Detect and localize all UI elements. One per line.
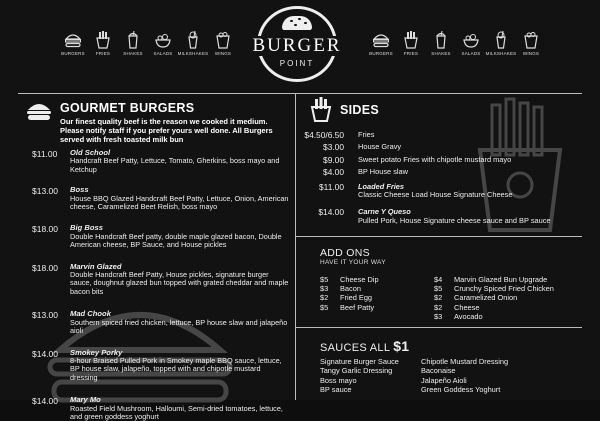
sides-list bbox=[300, 131, 580, 225]
menu-item-body bbox=[70, 396, 290, 421]
side-item-name: Loaded Fries bbox=[358, 181, 404, 191]
header-category-wings[interactable] bbox=[212, 31, 234, 56]
header-category-label: FRIES bbox=[95, 51, 111, 56]
addon-item bbox=[434, 293, 554, 302]
sauce-item: Signature Burger Sauce bbox=[320, 357, 399, 366]
header-divider bbox=[18, 93, 582, 94]
header-category-label: BURGERS bbox=[61, 51, 85, 56]
side-item-name: Carne Y Queso bbox=[358, 207, 411, 217]
addon-price: $3 bbox=[434, 311, 443, 321]
addon-name: Fried Egg bbox=[340, 293, 373, 303]
addon-item bbox=[434, 303, 554, 312]
addon-name: Cheese Dip bbox=[340, 275, 379, 284]
milkshake-icon bbox=[492, 31, 510, 49]
menu-item bbox=[32, 396, 290, 421]
menu-item-name: Marvin Glazed bbox=[70, 261, 122, 271]
header-category-wings[interactable] bbox=[520, 31, 542, 56]
menu-item-body bbox=[70, 186, 290, 211]
brand-logo bbox=[254, 6, 340, 82]
addon-item bbox=[320, 284, 379, 293]
addon-price: $2 bbox=[434, 293, 443, 303]
menu-item bbox=[32, 349, 290, 383]
addon-price: $5 bbox=[320, 302, 329, 312]
sides-title: SIDES bbox=[340, 103, 380, 117]
side-item bbox=[300, 168, 580, 176]
sauces-left-list bbox=[320, 357, 399, 395]
sauces-title-text: SAUCES ALL bbox=[320, 342, 394, 354]
addon-name: Bacon bbox=[340, 284, 361, 294]
addons-title: ADD ONS bbox=[320, 247, 370, 259]
addon-item bbox=[320, 303, 379, 312]
addon-name: Caramelized Onion bbox=[454, 293, 518, 303]
header-category-label: SHAKES bbox=[431, 51, 451, 56]
menu-item-name: Mary Mo bbox=[70, 395, 101, 405]
header-category-burgers[interactable] bbox=[370, 31, 392, 56]
addon-name: Avocado bbox=[454, 311, 483, 321]
header-category-fries[interactable] bbox=[400, 31, 422, 56]
header-category-label: SALADS bbox=[461, 51, 481, 56]
menu-item-name: Big Boss bbox=[70, 223, 103, 233]
menu-item-price: $13.00 bbox=[32, 186, 58, 197]
side-item-description: Fries bbox=[358, 130, 375, 139]
addons-right-list bbox=[434, 275, 554, 321]
side-item-body bbox=[358, 183, 580, 200]
side-item bbox=[300, 156, 580, 164]
logo-bun-icon bbox=[282, 16, 312, 30]
addon-price: $4 bbox=[434, 275, 443, 284]
burger-icon bbox=[64, 31, 82, 49]
header-category-label: FRIES bbox=[403, 51, 419, 56]
menu-item-price: $13.00 bbox=[32, 310, 58, 321]
addon-name: Beef Patty bbox=[340, 302, 375, 312]
menu-item-description: 8-hour Braised Pulled Pork in Smokey maple BBQ sauce, lettuce, BP house slaw, jalapeño, topped with and chipotle mustard dressing bbox=[70, 355, 282, 382]
menu-item-name: Old School bbox=[70, 148, 111, 157]
addons-divider bbox=[296, 327, 582, 328]
fries-icon bbox=[94, 31, 112, 49]
milkshake-icon bbox=[184, 31, 202, 49]
header-category-salads[interactable] bbox=[152, 31, 174, 56]
menu-item-description: Double Handcraft Beef Patty, House pickles, signature burger sauce, doughnut glazed bun topped with grated cheddar and maple bacon bits bbox=[70, 270, 289, 296]
addons-left-list bbox=[320, 275, 379, 312]
sauce-item: Baconaise bbox=[421, 366, 456, 376]
addon-price: $5 bbox=[434, 284, 443, 294]
column-divider bbox=[295, 94, 296, 400]
side-item-price: $4.50/6.50 bbox=[304, 130, 344, 140]
side-item-body bbox=[358, 208, 580, 225]
addon-price: $5 bbox=[320, 275, 329, 284]
header-category-label: WINGS bbox=[522, 51, 540, 56]
sauce-item: Green Goddess Yoghurt bbox=[421, 385, 501, 395]
sauce-item: Tangy Garlic Dressing bbox=[320, 366, 393, 376]
header-category-label: SALADS bbox=[153, 51, 173, 56]
addon-item bbox=[320, 275, 379, 284]
menu-item bbox=[32, 224, 290, 249]
header-category-milkshakes[interactable] bbox=[485, 31, 517, 56]
menu-item-description: Roasted Field Mushroom, Halloumi, Semi-dried tomatoes, lettuce, and green goddess yoghurt bbox=[70, 403, 283, 421]
header-category-burgers[interactable] bbox=[62, 31, 84, 56]
side-item-body bbox=[358, 168, 580, 176]
addon-name: Marvin Glazed Bun Upgrade bbox=[454, 275, 548, 284]
side-item-body bbox=[358, 131, 580, 139]
menu-item-name: Smokey Porky bbox=[70, 347, 123, 357]
burger-list bbox=[32, 149, 290, 421]
burgers-intro: Our finest quality beef is the reason we cooked it medium. Please notify staff if you prefer yours well done. All Burgers served with fresh toasted milk bun bbox=[60, 117, 273, 144]
burger-icon bbox=[372, 31, 390, 49]
wings-icon bbox=[522, 31, 540, 49]
fries-section-icon bbox=[310, 97, 332, 121]
header-icons-right bbox=[370, 31, 542, 56]
header-category-label: WINGS bbox=[214, 51, 232, 56]
sauce-item: Jalapeño Aioli bbox=[421, 375, 467, 385]
shake-icon bbox=[432, 31, 450, 49]
menu-item bbox=[32, 310, 290, 335]
seed-icon bbox=[298, 18, 301, 20]
side-item-price: $14.00 bbox=[318, 207, 344, 218]
addon-item bbox=[434, 312, 554, 321]
header-category-label: MILKSHAKES bbox=[485, 51, 517, 56]
sauces-price: $1 bbox=[393, 338, 410, 354]
side-item-price: $3.00 bbox=[323, 142, 344, 153]
menu-item bbox=[32, 186, 290, 211]
addon-name: Crunchy Spiced Fried Chicken bbox=[454, 284, 554, 294]
header-category-fries[interactable] bbox=[92, 31, 114, 56]
addon-item bbox=[320, 293, 379, 302]
menu-item-body bbox=[70, 349, 290, 383]
sauce-item: BP sauce bbox=[320, 385, 352, 395]
side-item-description: BP House slaw bbox=[358, 167, 408, 177]
seed-icon bbox=[290, 20, 293, 22]
side-item-price: $4.00 bbox=[323, 167, 344, 178]
header-category-label: BURGERS bbox=[369, 51, 393, 56]
menu-item-name: Boss bbox=[70, 185, 89, 195]
menu-item-description: Handcraft Beef Patty, Lettuce, Tomato, Gherkins, boss mayo and Ketchup bbox=[70, 156, 280, 174]
header-category-shakes[interactable] bbox=[122, 31, 144, 56]
addon-item bbox=[434, 284, 554, 293]
addons-subtitle: HAVE IT YOUR WAY bbox=[320, 259, 386, 266]
menu-item-price: $14.00 bbox=[32, 396, 58, 407]
seed-icon bbox=[294, 24, 297, 26]
side-item-body bbox=[358, 156, 580, 164]
addon-price: $2 bbox=[434, 302, 443, 312]
menu-item-price: $11.00 bbox=[32, 149, 58, 159]
menu-item-body bbox=[70, 224, 290, 249]
brand-subname: POINT bbox=[279, 59, 315, 68]
fries-icon bbox=[402, 31, 420, 49]
sauces-right-list bbox=[421, 357, 508, 395]
header-category-label: MILKSHAKES bbox=[177, 51, 209, 56]
header-category-shakes[interactable] bbox=[430, 31, 452, 56]
header-category-salads[interactable] bbox=[460, 31, 482, 56]
menu-item-body bbox=[70, 310, 290, 335]
menu-item-description: Double Handcraft Beef patty, double maple glazed bacon, Double American cheese, BP Sauce, and House pickles bbox=[70, 231, 282, 250]
menu-item-body bbox=[70, 263, 290, 297]
addon-item bbox=[434, 275, 554, 284]
menu-item-price: $18.00 bbox=[32, 262, 58, 273]
addon-name: Cheese bbox=[454, 302, 480, 312]
salad-icon bbox=[462, 31, 480, 49]
sauces-title bbox=[320, 338, 409, 354]
side-item bbox=[300, 131, 580, 139]
burgers-title: GOURMET BURGERS bbox=[60, 101, 195, 115]
side-item bbox=[300, 143, 580, 151]
side-item-description: Classic Cheese Load House Signature Cheese bbox=[358, 190, 513, 200]
side-item bbox=[300, 208, 580, 225]
menu-item bbox=[32, 149, 290, 174]
header-icons-left bbox=[62, 31, 234, 56]
side-item-price: $9.00 bbox=[323, 154, 344, 165]
seed-icon bbox=[304, 22, 307, 24]
menu-item-body bbox=[70, 149, 290, 174]
addon-price: $2 bbox=[320, 293, 329, 303]
header-category-label: SHAKES bbox=[123, 51, 143, 56]
sauce-item: Chipotle Mustard Dressing bbox=[421, 357, 509, 366]
sides-divider bbox=[296, 236, 582, 237]
burger-section-icon bbox=[26, 100, 52, 122]
salad-icon bbox=[154, 31, 172, 49]
shake-icon bbox=[124, 31, 142, 49]
menu-item-price: $14.00 bbox=[32, 348, 58, 359]
side-item-body bbox=[358, 143, 580, 151]
header-category-milkshakes[interactable] bbox=[177, 31, 209, 56]
menu-item bbox=[32, 263, 290, 297]
menu-item-name: Mad Chook bbox=[70, 309, 111, 319]
menu-item-description: Southern spiced fried chicken, lettuce, BP house slaw and jalapeño aioli bbox=[70, 317, 288, 336]
menu-item-description: House BBQ Glazed Handcraft Beef Patty, Lettuce, Onion, American cheese, Caramelized Beet Relish, boss mayo bbox=[70, 193, 289, 212]
menu-item-price: $18.00 bbox=[32, 224, 58, 235]
addon-price: $3 bbox=[320, 284, 329, 294]
side-item-description: Sweet potato Fries with chipotle mustard mayo bbox=[358, 154, 512, 164]
sauce-item: Boss mayo bbox=[320, 375, 357, 385]
side-item bbox=[300, 183, 580, 200]
wings-icon bbox=[214, 31, 232, 49]
side-item-description: House Gravy bbox=[358, 142, 402, 152]
side-item-description: Pulled Pork, House Signature cheese sauce and BP sauce bbox=[358, 215, 551, 225]
side-item-price: $11.00 bbox=[319, 181, 344, 192]
brand-name: BURGER bbox=[250, 36, 344, 56]
